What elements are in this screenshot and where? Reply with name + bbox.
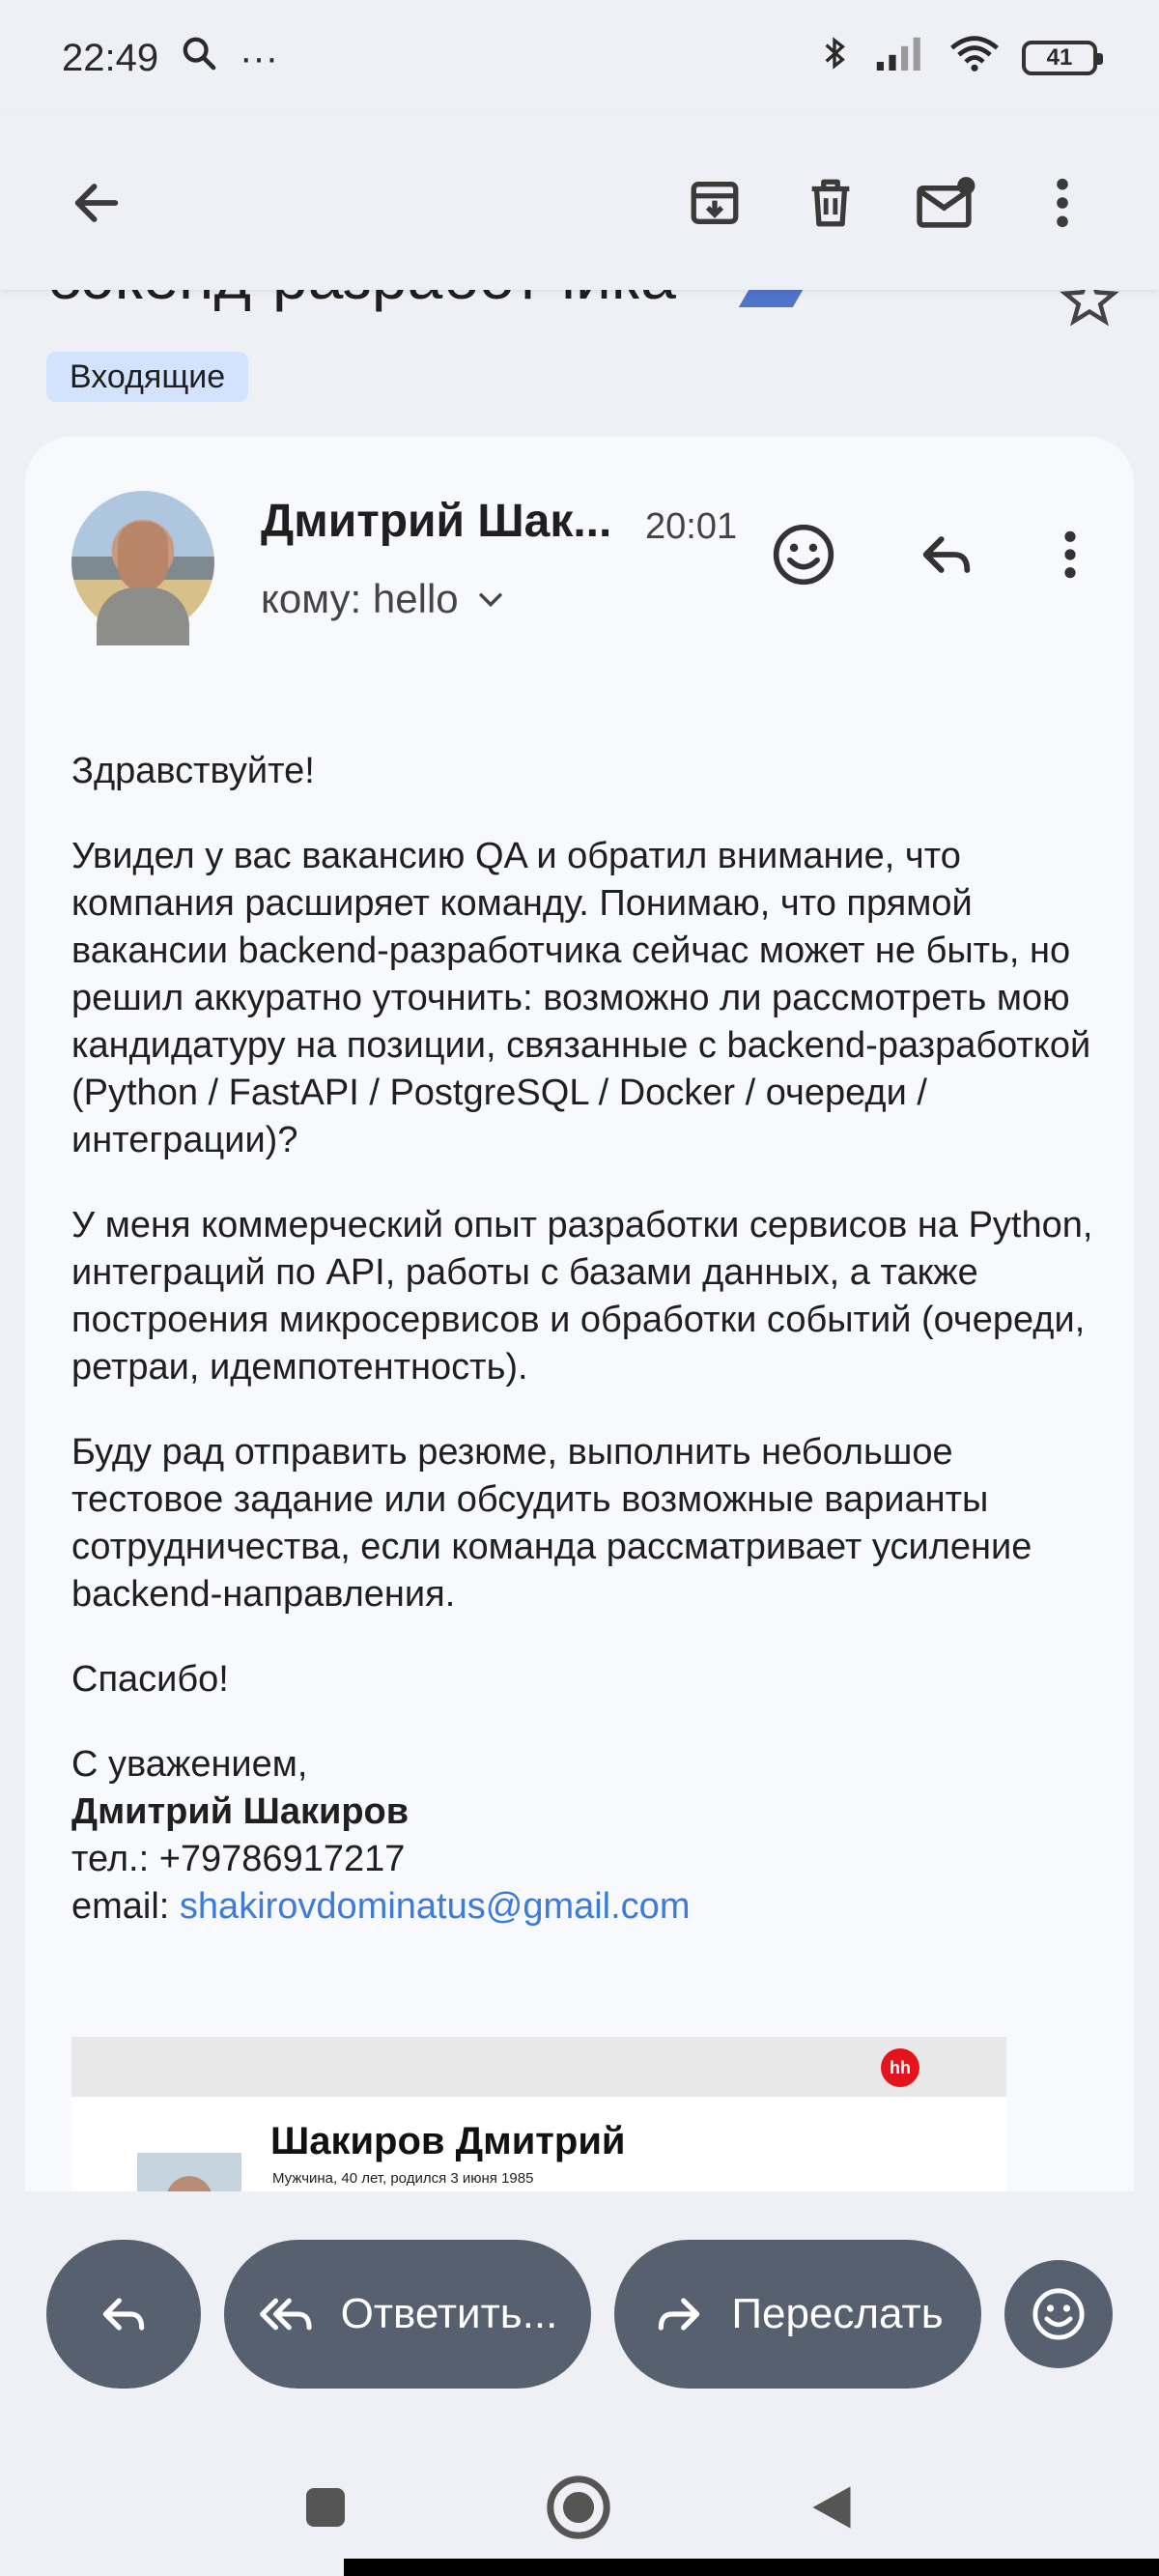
attachment-header (71, 2037, 1006, 2097)
hh-logo-icon: hh (881, 2048, 919, 2087)
home-circle-icon (545, 2474, 612, 2541)
important-marker-icon[interactable] (739, 290, 803, 307)
add-reaction-button[interactable] (755, 506, 852, 603)
forward-icon (652, 2287, 706, 2341)
inbox-label-chip[interactable]: Входящие (46, 352, 248, 402)
trash-icon (803, 175, 859, 231)
bluetooth-icon (815, 32, 854, 84)
body-paragraph: У меня коммерческий опыт разработки сервисов на Python, интеграций по API, работы с базами данных, а также построения микросервисов и обработки событий (очереди, ретраи, идемпотентность). (71, 1205, 1093, 1388)
message-card (25, 437, 1134, 2195)
search-icon (180, 34, 218, 82)
thanks: Спасибо! (71, 1659, 229, 1700)
message-time: 20:01 (645, 506, 738, 547)
mark-unread-button[interactable] (889, 145, 1004, 261)
email-link[interactable]: shakirovdominatus@gmail.com (179, 1886, 691, 1927)
triangle-back-icon (806, 2480, 857, 2534)
more-options-button[interactable] (1004, 145, 1120, 261)
message-body (71, 748, 1115, 1931)
system-navigation-bar (0, 2414, 1159, 2576)
reply-icon (97, 2287, 151, 2341)
recipient-text: кому: hello (261, 576, 459, 621)
reaction-button[interactable] (1004, 2260, 1113, 2368)
bottom-action-bar (0, 2191, 1159, 2414)
attachment-name: Шакиров Дмитрий (270, 2120, 626, 2162)
signature-email-line (71, 1883, 1115, 1931)
back-button[interactable] (39, 145, 155, 261)
reply-all-button[interactable] (224, 2240, 591, 2389)
sender-avatar[interactable] (71, 491, 214, 634)
avatar-face (118, 522, 168, 591)
reply-icon (916, 524, 977, 586)
archive-button[interactable] (657, 145, 773, 261)
battery-icon: 41 (1022, 41, 1097, 75)
recipient-details[interactable] (261, 576, 507, 622)
reply-all-label: Ответить... (340, 2290, 558, 2337)
mail-unread-icon (915, 175, 978, 231)
reply-button[interactable] (898, 506, 995, 603)
body-paragraph: Буду рад отправить резюме, выполнить небольшое тестовое задание или обсудить возможные варианты сотрудничества, если команда рассматривает усиление backend-направления. (71, 1432, 1032, 1615)
status-time: 22:49 (62, 36, 159, 79)
forward-button[interactable] (614, 2240, 981, 2389)
chevron-down-icon (474, 583, 507, 615)
signature-name: Дмитрий Шакиров (71, 1791, 410, 1832)
forward-label: Переслать (731, 2290, 944, 2337)
message-more-button[interactable] (1022, 506, 1118, 603)
signature-phone[interactable]: тел.: +79786917217 (71, 1839, 406, 1879)
body-paragraph: Увидел у вас вакансию QA и обратил внимание, что компания расширяет команду. Понимаю, что прямой вакансии backend-разработчика сейчас может не быть, но решил аккуратно уточнить: возможно ли рассмотреть мою кандидатуру на позиции, связанные с backend-разработкой (Python / FastAPI / PostgreSQL / Docker / очереди / интеграции)? (71, 836, 1091, 1160)
smiley-icon (1031, 2286, 1087, 2342)
recents-button[interactable] (282, 2464, 369, 2551)
square-icon (302, 2484, 349, 2531)
gesture-strip (344, 2559, 1159, 2576)
email-label: email: (71, 1886, 180, 1927)
delete-button[interactable] (773, 145, 889, 261)
reply-all-icon (258, 2287, 316, 2341)
sender-name[interactable]: Дмитрий Шак... (261, 496, 612, 547)
system-back-button[interactable] (788, 2464, 875, 2551)
more-vert-icon (1048, 175, 1077, 231)
status-bar (0, 0, 1159, 116)
wifi-icon (948, 34, 1001, 82)
signature (71, 1741, 1115, 1931)
more-vert-icon (1058, 528, 1083, 582)
home-button[interactable] (535, 2464, 622, 2551)
status-more-dots: ··· (240, 36, 279, 79)
archive-icon (687, 175, 743, 231)
signal-icon (875, 34, 927, 82)
greeting: Здравствуйте! (71, 751, 315, 791)
attachment-info: Мужчина, 40 лет, родился 3 июня 1985 (272, 2170, 534, 2187)
smiley-icon (771, 522, 836, 587)
signature-sign-off: С уважением, (71, 1744, 308, 1785)
reply-pill-button[interactable] (46, 2240, 201, 2389)
avatar-shirt (97, 587, 189, 645)
message-toolbar (0, 116, 1159, 290)
arrow-left-icon (69, 175, 125, 231)
